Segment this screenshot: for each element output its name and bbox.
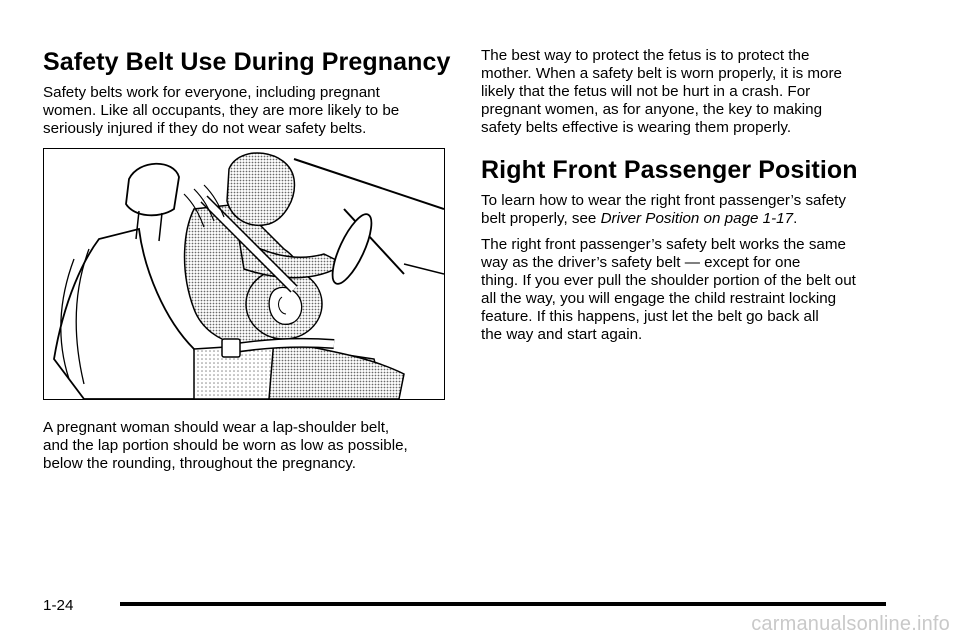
passenger-reference-line: To learn how to wear the right front passenger’s safety — [481, 192, 846, 209]
passenger-belt-line: The right front passenger’s safety belt works the same — [481, 236, 846, 253]
fetus-protection-line: The best way to protect the fetus is to protect the — [481, 47, 810, 64]
driver-position-link[interactable]: Driver Position on page 1-17 — [600, 210, 794, 227]
passenger-belt-line: all the way, you will engage the child restraint locking — [481, 290, 837, 307]
section-heading-passenger: Right Front Passenger Position — [481, 156, 858, 184]
fetus-protection-line: safety belts effective is wearing them properly. — [481, 119, 792, 136]
passenger-belt-line: thing. If you ever pull the shoulder portion of the belt out — [481, 272, 856, 289]
reference-suffix: . — [793, 210, 798, 227]
section-heading-pregnancy: Safety Belt Use During Pregnancy — [43, 48, 451, 76]
reference-prefix: belt properly, see — [481, 210, 601, 227]
watermark: carmanualsonline.info — [751, 613, 950, 635]
figure-caption-line: and the lap portion should be worn as low as possible, — [43, 437, 408, 454]
figure-caption-line: below the rounding, throughout the pregnancy. — [43, 455, 356, 472]
pregnant-passenger-illustration — [43, 148, 445, 400]
fetus-protection-line: mother. When a safety belt is worn properly, it is more — [481, 65, 842, 82]
pregnancy-intro-line: Safety belts work for everyone, including pregnant — [43, 84, 380, 101]
pregnancy-intro-line: seriously injured if they do not wear safety belts. — [43, 120, 367, 137]
footer-rule — [120, 602, 886, 606]
page-number: 1-24 — [43, 597, 74, 614]
figure-caption-line: A pregnant woman should wear a lap-shoulder belt, — [43, 419, 390, 436]
fetus-protection-line: pregnant women, as for anyone, the key to making — [481, 101, 823, 118]
passenger-belt-line: way as the driver’s safety belt — except for one — [481, 254, 801, 271]
pregnancy-intro-line: women. Like all occupants, they are more likely to be — [43, 102, 400, 119]
passenger-belt-line: feature. If this happens, just let the belt go back all — [481, 308, 819, 325]
fetus-protection-line: likely that the fetus will not be hurt in a crash. For — [481, 83, 811, 100]
passenger-reference-line — [481, 210, 797, 228]
passenger-belt-line: the way and start again. — [481, 326, 643, 343]
illustration-drawing — [44, 149, 444, 399]
